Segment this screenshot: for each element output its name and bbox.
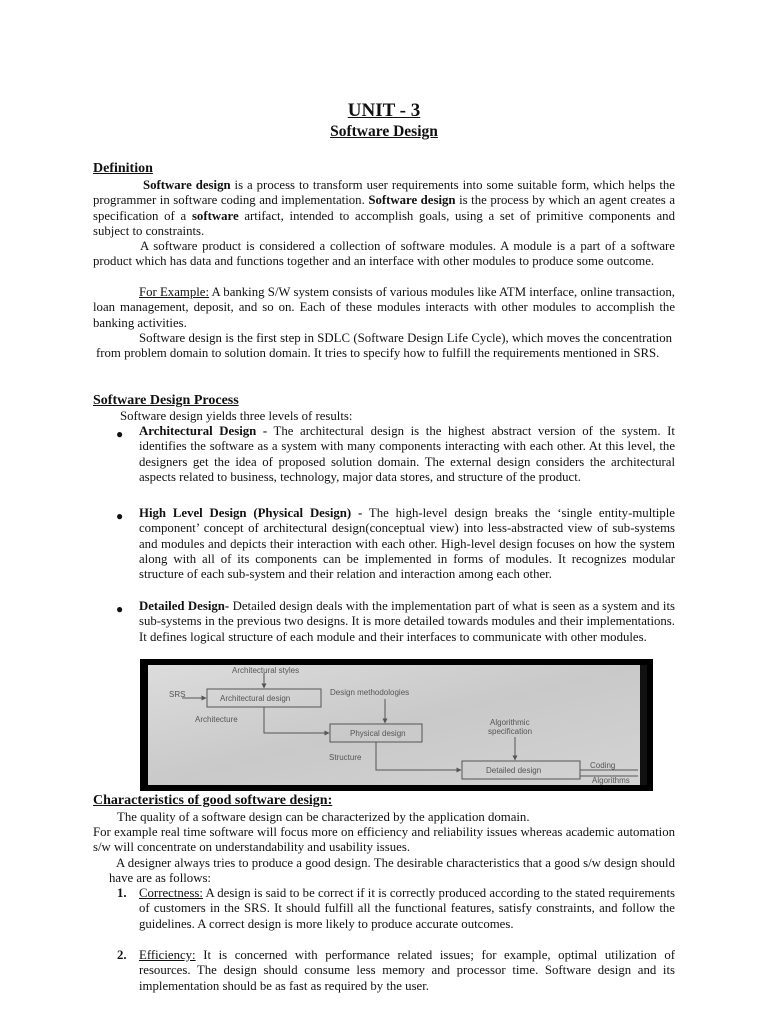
process-item-architectural: Architectural Design - The architectural design is the highest abstract version of the system. It identifies the software as a system with many components interacting with each other. At this level, the designers get the idea of proposed solution domain. The external design considers the architectural aspects related to business, technology, major data stores, and structure of the product. [139,424,675,484]
list-number-2: 2. [117,948,127,962]
characteristics-paragraph-1: The quality of a software design can be characterized by the application domain. [117,810,530,824]
process-intro: Software design yields three levels of results: [120,409,353,423]
label-specification: specification [488,727,533,736]
label-algorithms: Algorithms [592,776,630,785]
label-coding: Coding [590,761,616,770]
characteristic-correctness: Correctness: A design is said to be correct if it is correctly produced according to the stated requirements of customers in the SRS. It should fulfill all the functional features, satisfy constraints, and follow the guidelines. A correct design is more likely to produce accurate outcomes. [139,886,675,931]
definition-paragraph-2: A software product is considered a collection of software modules. A module is a part of a software product which has data and functions together and an interface with other modules to produce some outcome. [93,239,675,269]
characteristic-efficiency: Efficiency: It is concerned with performance related issues; for example, optimal utilization of resources. The design should consume less memory and processor time. Software design and its implementation should be as fast as required by the user. [139,948,675,993]
characteristics-heading: Characteristics of good software design: [93,793,333,808]
definition-paragraph-3: For Example: A banking S/W system consists of various modules like ATM interface, online transaction, loan management, deposit, and so on. Each of these modules interacts with other modules to accomplish the banking activities. [93,285,676,330]
label-architectural-styles: Architectural styles [232,666,300,675]
list-number-1: 1. [117,886,127,900]
bullet-icon: ● [116,427,124,441]
unit-title: UNIT - 3 [347,100,421,121]
label-srs: SRS [169,690,186,699]
definition-paragraph-1: Software design is a process to transform user requirements into some suitable form, which helps the programmer in software coding and implementation. Software design is the process by which an agent creates a specification of a software artifact, intended to accomplish goals, using a set of primitive components and subject to constraints. [93,178,675,238]
example-label: For Example: [139,285,210,299]
characteristics-paragraph-3: A designer always tries to produce a good design. The desirable characteristics that a good s/w design should have are as follows: [109,856,675,886]
label-architecture: Architecture [195,715,238,724]
design-process-diagram [140,659,653,791]
label-structure: Structure [329,753,362,762]
process-item-detailed: Detailed Design- Detailed design deals with the implementation part of what is seen as a system and its sub-systems in the previous two designs. It is more detailed towards modules and their implementations. It defines logical structure of each module and their interfaces to communicate with other modules. [139,599,675,644]
label-architectural-design: Architectural design [220,694,291,703]
definition-paragraph-4: Software design is the first step in SDLC (Software Design Life Cycle), which moves the concentration from problem domain to solution domain. It tries to specify how to fulfill the requirements mentioned in SRS. [96,331,672,361]
label-physical-design: Physical design [350,729,406,738]
definition-heading: Definition [93,161,153,176]
label-detailed-design: Detailed design [486,766,542,775]
characteristics-paragraph-2: For example real time software will focus more on efficiency and reliability issues whereas academic automation s/w will concentrate on understandability and usability issues. [93,825,675,855]
label-design-methodologies: Design methodologies [330,688,410,697]
unit-subtitle: Software Design [330,123,438,140]
term-software-design: Software design [143,178,231,192]
bullet-icon: ● [116,602,124,616]
bullet-icon: ● [116,509,124,523]
process-heading: Software Design Process [93,393,239,408]
process-item-high-level: High Level Design (Physical Design) - The high-level design breaks the ‘single entity-multiple component’ concept of architectural design(conceptual view) into less-abstracted view of sub-systems and modules and depicts their interaction with each other. High-level design focuses on how the system along with all of its components can be implemented in forms of modules. It recognizes modular structure of each sub-system and their relation and interaction among each other. [139,506,675,582]
label-algorithmic: Algorithmic [490,718,530,727]
